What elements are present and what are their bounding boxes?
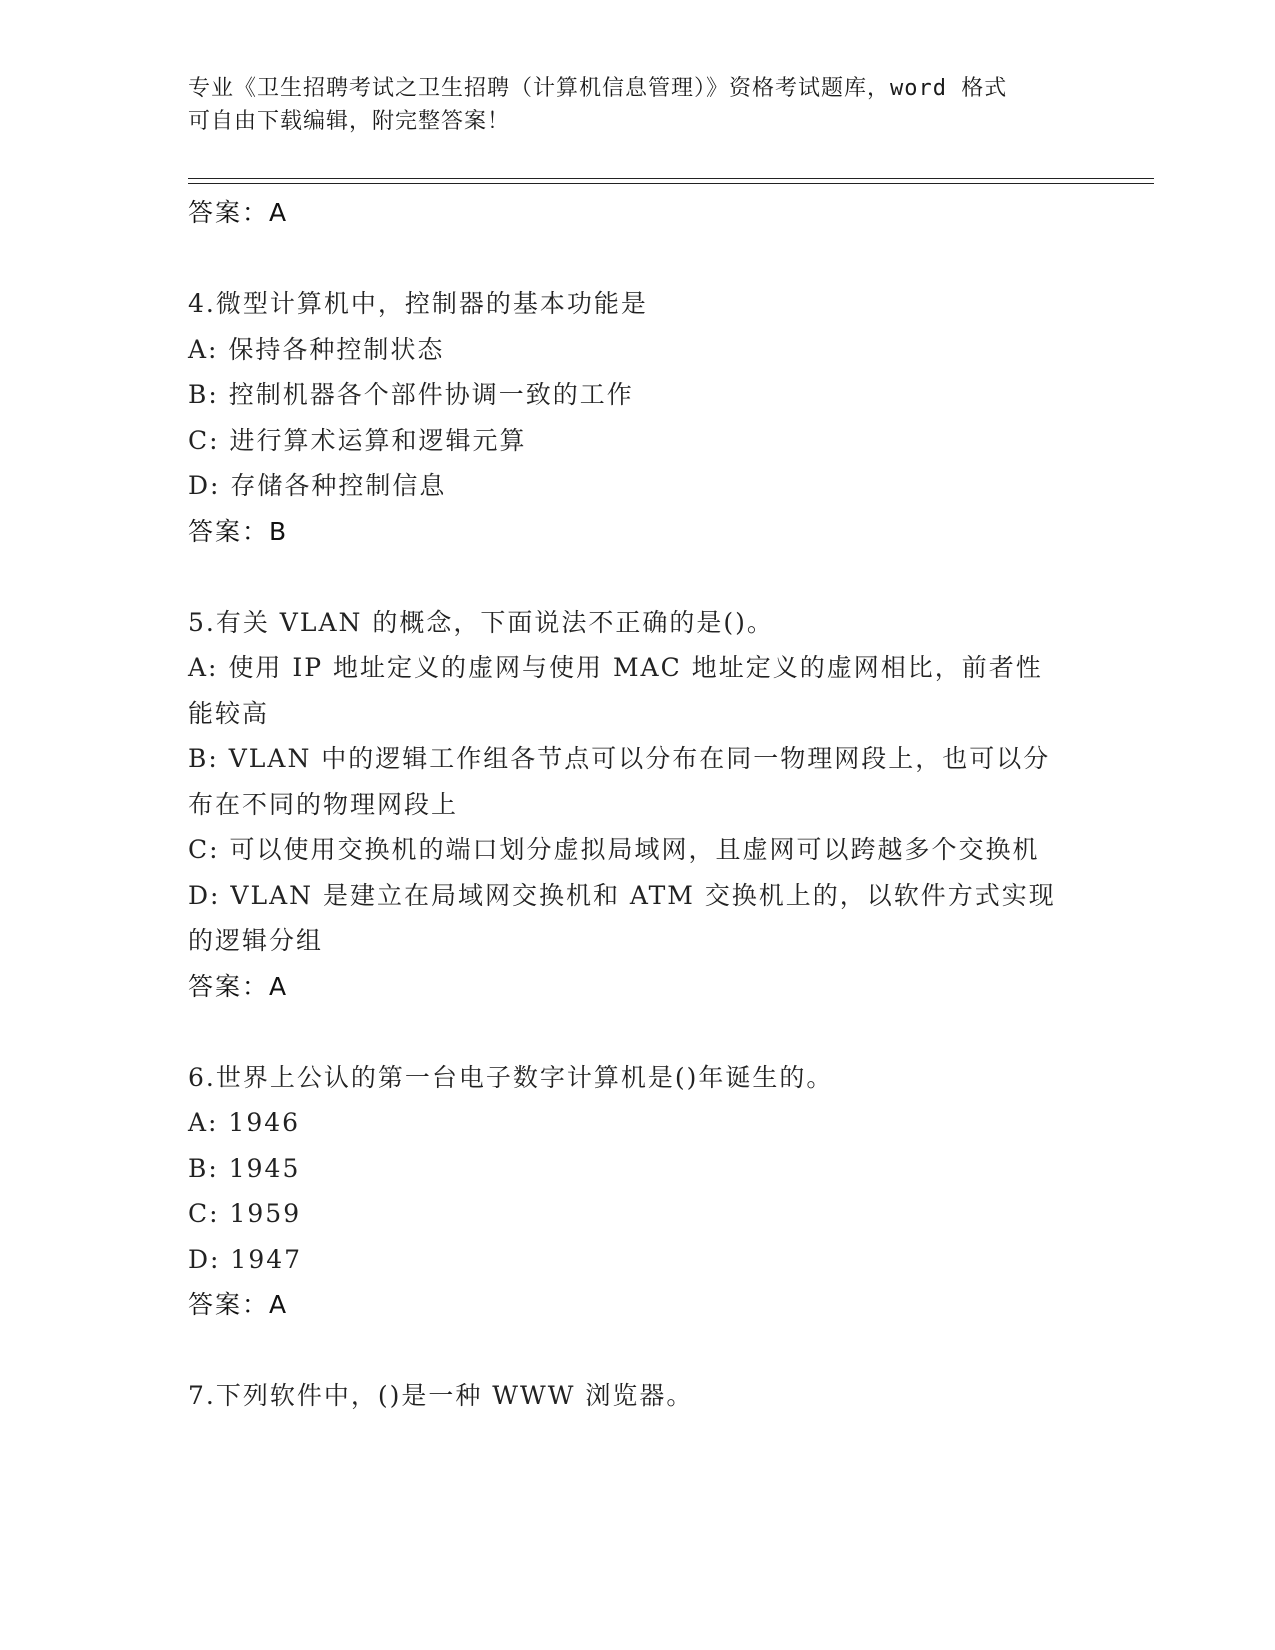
question-block <box>188 600 1108 1009</box>
spacer <box>188 554 1108 600</box>
spacer <box>188 1327 1108 1373</box>
option-b: B: 控制机器各个部件协调一致的工作 <box>188 380 634 409</box>
option-d: D: 1947 <box>188 1244 303 1274</box>
question-stem: 4.微型计算机中，控制器的基本功能是 <box>188 289 648 318</box>
option-d: D: 存储各种控制信息 <box>188 471 447 500</box>
option-b: B: 1945 <box>188 1153 301 1183</box>
document-header <box>188 72 1088 138</box>
answer-line: 答案：A <box>188 971 289 1001</box>
question-block <box>188 1373 1108 1419</box>
spacer <box>188 235 1108 281</box>
option-c: C: 进行算术运算和逻辑元算 <box>188 425 527 455</box>
option-c: C: 可以使用交换机的端口划分虚拟局域网，且虚网可以跨越多个交换机 <box>188 835 1040 864</box>
question-stem: 5.有关 VLAN 的概念，下面说法不正确的是()。 <box>188 607 774 637</box>
question-list <box>188 190 1108 1419</box>
option-c: C: 1959 <box>188 1199 302 1228</box>
option-d: D: VLAN 是建立在局域网交换机和 ATM 交换机上的，以软件方式实现的逻辑分组 <box>188 880 1056 955</box>
header-line-2: 可自由下载编辑，附完整答案！ <box>188 109 511 134</box>
option-a: A: 使用 IP 地址定义的虚网与使用 MAC 地址定义的虚网相比，前者性能较高 <box>188 653 1043 728</box>
question-block <box>188 281 1108 554</box>
question-stem: 6.世界上公认的第一台电子数字计算机是()年诞生的。 <box>188 1062 834 1092</box>
header-line-1: 专业《卫生招聘考试之卫生招聘（计算机信息管理）》资格考试题库，word 格式 <box>188 76 1008 101</box>
option-a: A: 保持各种控制状态 <box>188 334 445 364</box>
spacer <box>188 1009 1108 1055</box>
question-stem: 7.下列软件中，()是一种 WWW 浏览器。 <box>188 1381 694 1410</box>
answer-line: 答案：A <box>188 1290 289 1319</box>
option-b: B: VLAN 中的逻辑工作组各节点可以分布在同一物理网段上，也可以分布在不同的物理网段上 <box>188 744 1051 819</box>
header-rule-top <box>188 178 1154 179</box>
header-rule-bottom <box>188 183 1154 184</box>
answer-line: 答案：B <box>188 516 289 546</box>
option-a: A: 1946 <box>188 1108 301 1137</box>
answer-line: 答案：A <box>188 198 289 227</box>
question-block <box>188 1055 1108 1328</box>
